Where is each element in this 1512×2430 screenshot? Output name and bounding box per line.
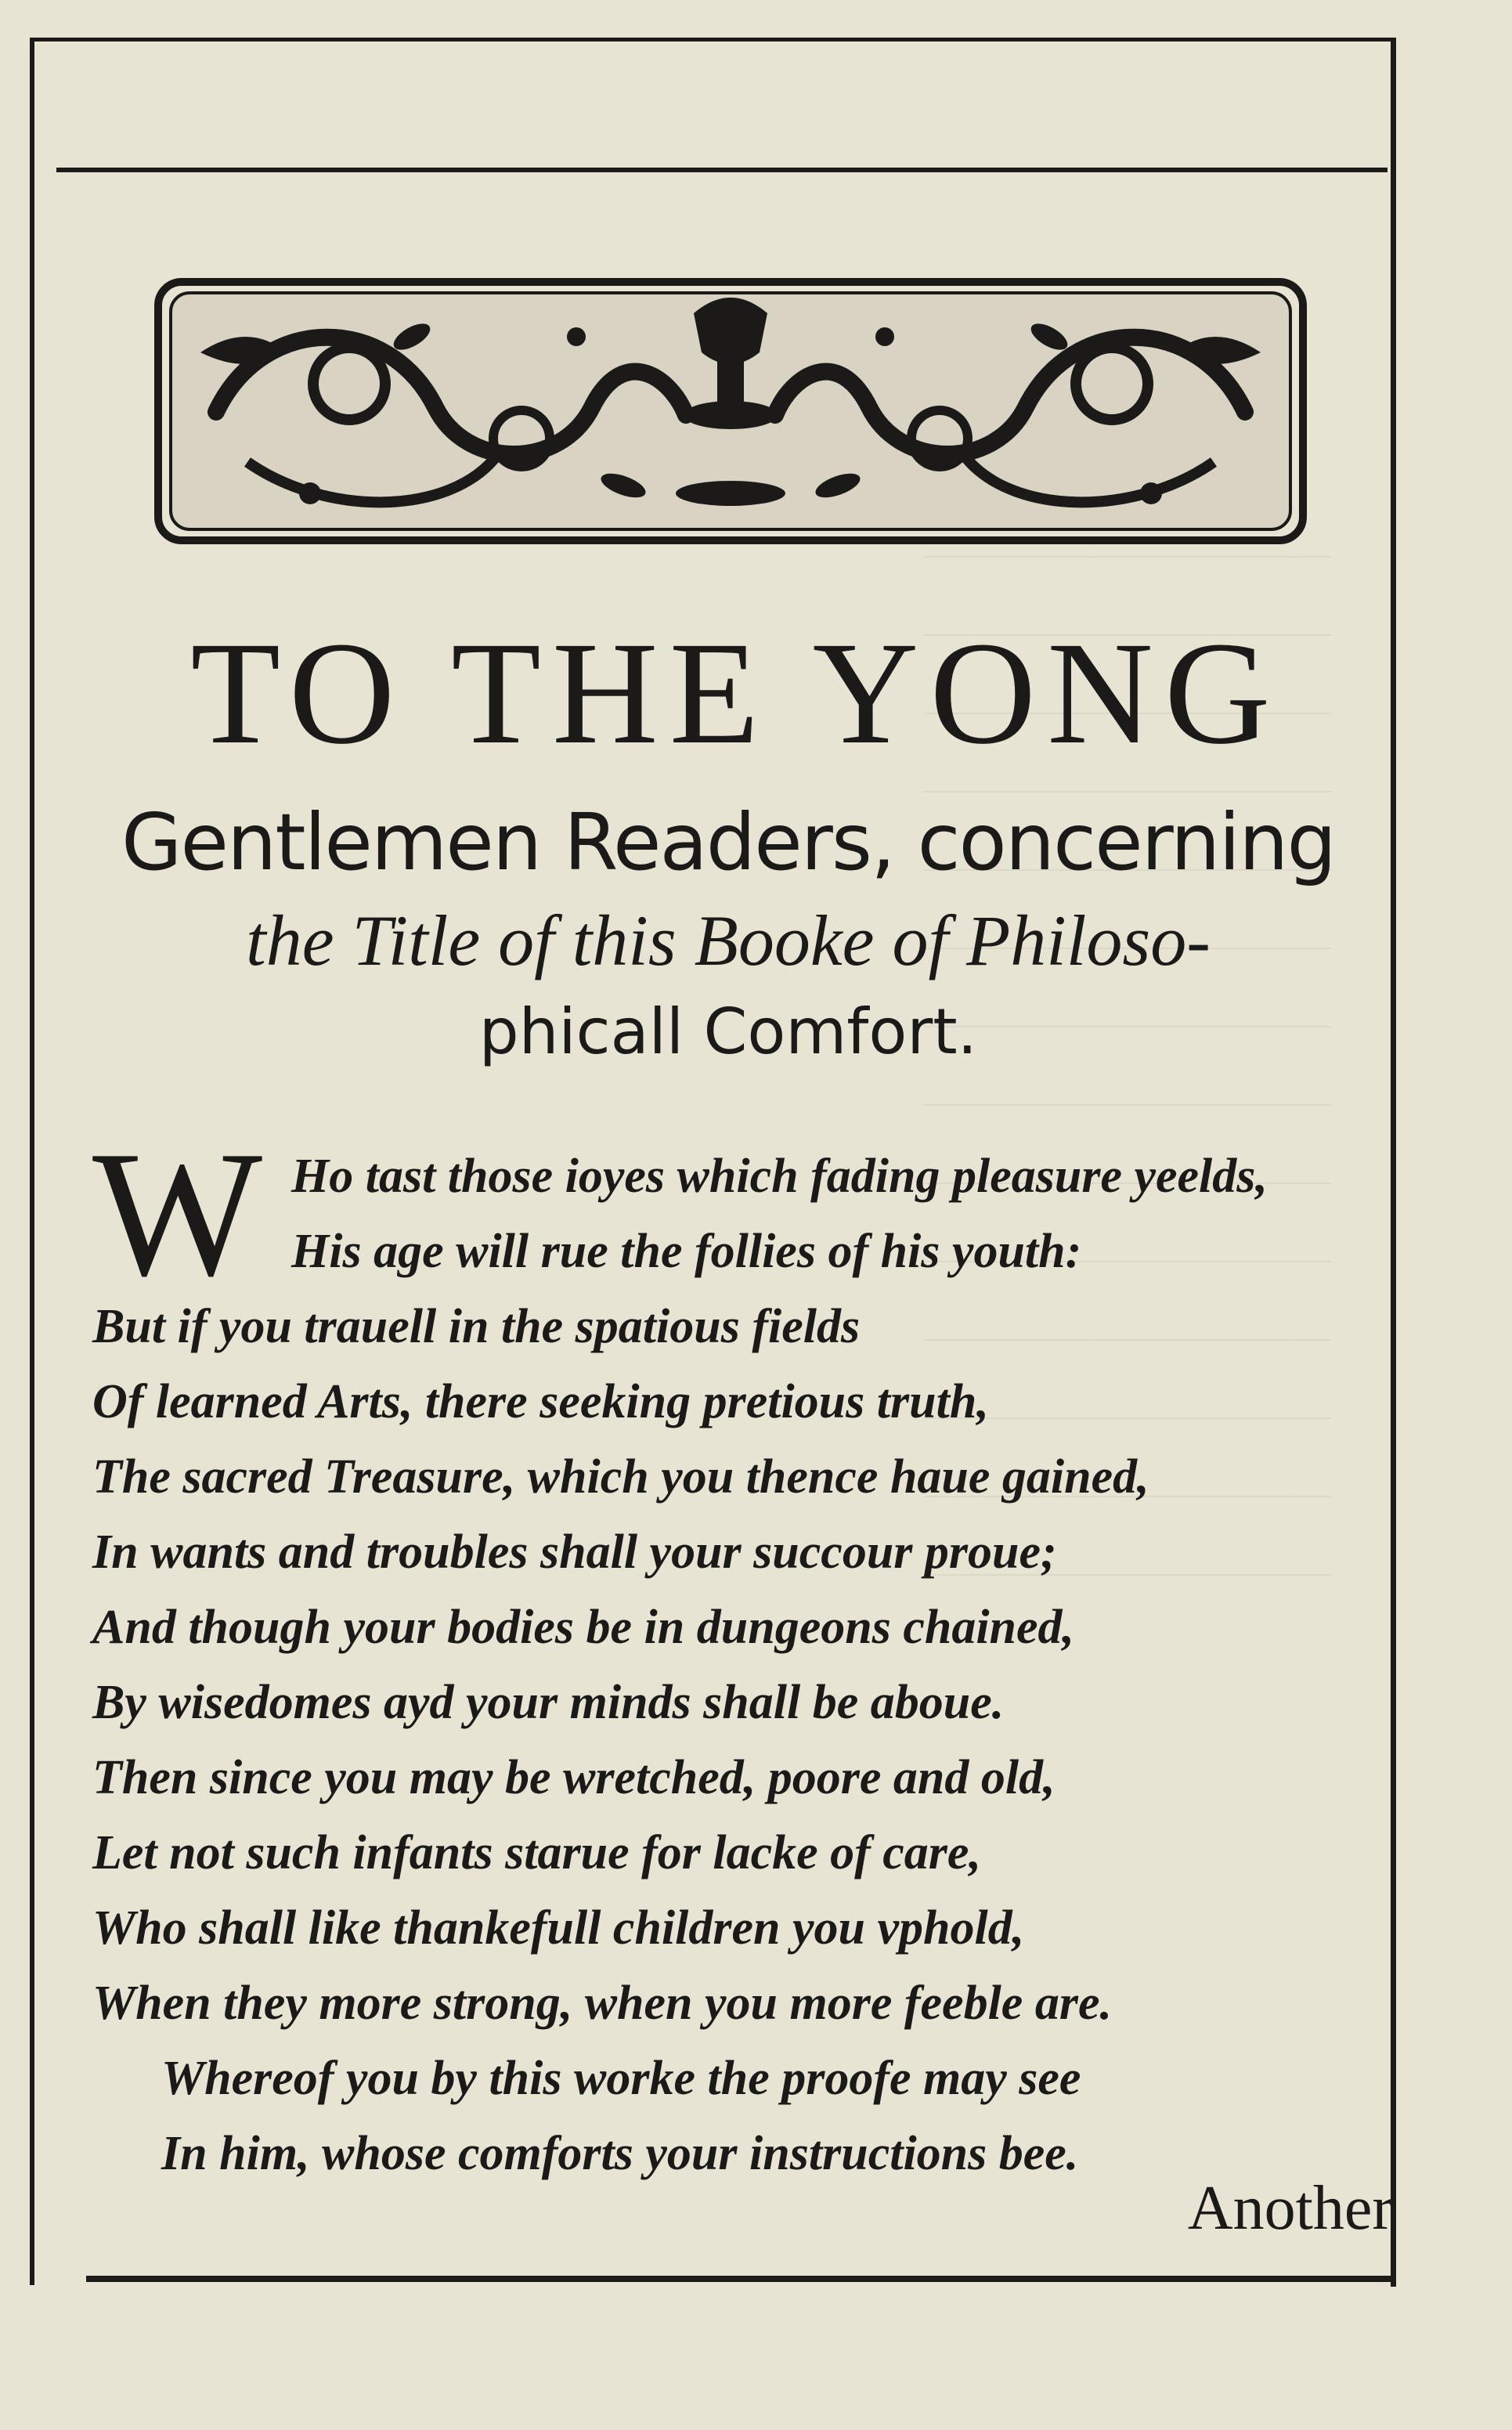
verse-line-3: But if you trauell in the spatious fields <box>92 1300 861 1353</box>
header-rule <box>56 168 1388 172</box>
subtitle-line: Gentlemen Readers, concerning <box>121 796 1335 888</box>
page-title: TO THE YONG <box>190 611 1282 774</box>
verse-line-13: Whereof you by this worke the proofe may see <box>161 2052 1081 2105</box>
verse-line-7: And though your bodies be in dungeons chained, <box>92 1601 1075 1654</box>
subtitle-italic-line: the Title of this Booke of Philoso- <box>246 901 1211 980</box>
catchword: Another <box>1187 2174 1393 2243</box>
verse-line-2: His age will rue the follies of his youth: <box>291 1225 1082 1278</box>
verse-line-14: In him, whose comforts your instructions bee. <box>161 2127 1079 2180</box>
frame-right-rule <box>1391 38 1396 2287</box>
verse-line-11: Who shall like thankefull children you vphold, <box>92 1901 1025 1955</box>
frame-left-rule <box>30 38 34 2285</box>
verse-line-1: Ho tast those ioyes which fading pleasure yeelds, <box>291 1150 1268 1203</box>
ornamental-headpiece-icon <box>153 266 1308 558</box>
verse-line-10: Let not such infants starue for lacke of care, <box>92 1826 981 1879</box>
verse-line-5: The sacred Treasure, which you thence haue gained, <box>92 1450 1149 1504</box>
frame-bottom-rule <box>86 2276 1394 2282</box>
subtitle-end-line: phicall Comfort. <box>478 995 978 1068</box>
verse-line-4: Of learned Arts, there seeking pretious truth, <box>92 1375 989 1428</box>
verse-line-9: Then since you may be wretched, poore and old, <box>92 1751 1056 1804</box>
verse-line-8: By wisedomes ayd your minds shall be aboue. <box>92 1676 1005 1729</box>
drop-capital: W <box>92 1114 263 1313</box>
verse-line-6: In wants and troubles shall your succour proue; <box>92 1526 1057 1579</box>
verse-line-12: When they more strong, when you more feeble are. <box>92 1977 1112 2030</box>
frame-top-rule <box>30 38 1392 42</box>
